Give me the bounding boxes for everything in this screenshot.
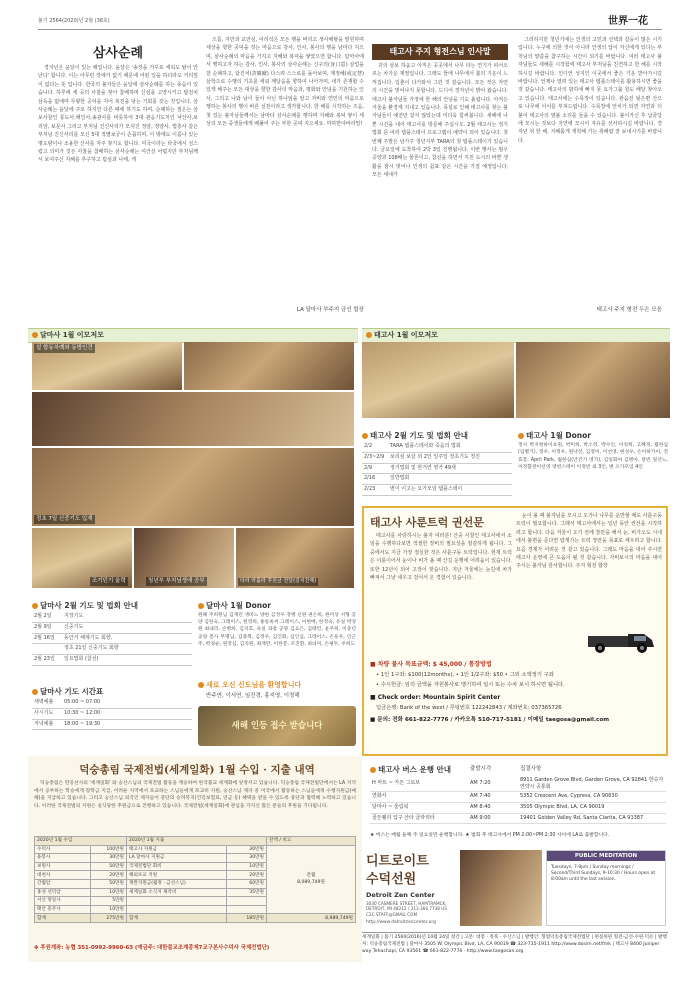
truck-campaign-title: 태고사 사룬트럭 권선문 — [370, 516, 484, 529]
article-samsa-signature: LA 달마사 부주지 금선 합장 — [296, 307, 364, 313]
taego-feb-table — [362, 442, 512, 496]
truck-goal: ■ 차량 불사 목표금액: $ 45,000 / 통장방법 — [370, 661, 492, 668]
table-row: 달마사 ~ 울림픽 AM 8:40 3505 Olympic Blvd, LA, CA 90019 — [370, 802, 666, 813]
dharma-photos-bar: 달마사 1월 이모저모 — [28, 328, 358, 343]
article-greeting-col1: 귀의 삼보 하옵고 아직은 곳곳에서 나무 타는 연기가 피어오르는 차가운 계절입니다. 그래도 뜰에 나무에서 봄의 기운이 느껴집니다. 입춘이 다가와서 그런 것 같습니다. 모든 것은 자연의 시간을 벗어나지 못합니다. 드디어 경자년이 밝아 왔습니다. 태고사 불자님들 가정에 한 해의 안녕을 기도 올립니다. 아직은 겨울을 환경계 지내고 있습니다. 폭설로 인해 태고사를 찾는 불자님들이 예전만 같지 않았는데 미더욱 힘써봅니다. 새해에 나쁜 시간을 내어 태고사를 방문해 주십시오. 2월 태고사는 정기법회 문 여러 템플스테이 프로그램이 예약이 되어 있습니다. 첫 번째 주말은 남가주 청년지부 TARA의 첫 템플스테이가 있습니다. 금요일에 도착하여 2박 3일 진행됩니다. 이번 행사는 범우 공양과 108배는 물론이고, 참선을 하면서 지친 도시의 바쁜 생활을 잠시 벗어나 인생의 쉼표 같은 시간을 가질 예정입니다. 모든 세대가 — [372, 63, 508, 179]
flyer-title: PUBLIC MEDITATION — [547, 851, 665, 861]
meditation-flyer — [546, 850, 666, 926]
table-row: 보원사 50만원 국제전법단 회비 10만원 — [35, 862, 356, 871]
section-bullet-icon — [366, 332, 372, 338]
dharma-feb-table — [32, 612, 192, 666]
article-greeting-signature: 태고사 주지 형전 두손 모음 — [596, 307, 662, 313]
detroit-title1: 디트로이트 — [366, 854, 429, 869]
ledger-table — [34, 836, 356, 923]
article-title-samsa: 삼사순례 — [92, 46, 144, 61]
truck-bank: 입금은행: Bank of the west / 루팅번호 122242843 / 계좌번호: 037365726 — [376, 705, 562, 711]
truck-illustration — [586, 628, 658, 654]
table-row: 용봉사 30만원 LA 달마사 지원금 30만원 — [35, 854, 356, 863]
table-row: 수덕사 100만원 태고사 지원금 30만원 잔월 8,089,749원 — [35, 845, 356, 854]
photo-new-year: 설 합동차례와 동방인견 — [32, 342, 182, 390]
section-bullet-icon — [32, 603, 38, 609]
article-samsa-col2: 으름, 자만과 교만심, 어리석은 모든 행을 버리고 생사해탈을 발원하며 세상을 향한 공덕을 짓는 마음으로 감사, 인사, 봉사의 행을 남마다 지으며, 삼사순례의 마음을 가지고 지혜와 복덕을 쌓았으면 합니다. 탐마사에서 행하고자 하는 감사, 인사, 봉사의 삼사순례는 신구의(身口意) 삼업을 잘 순례하고, 탐진치(貪瞋癡) 다스려 스스로를 돌아보며, 계정혜(戒定慧) 삼학으로 수행의 기초를 세워 깨달음을 향하여 나아가며, 내가 존재할 수 있게 해주는 모든 대상을 향한 감사의 마음과, 평화와 안녕을 기원하는 인사, 그리고 나와 남이 둘이 아닌 하나임을 알고 자비와 연민의 마음으로 행하는 봉사의 행이 바른 실천이라고 생각합니다. 한 해를 시작하는 즈음, 첫 있는 불자님들께서는 남마다 삼사순례를 행하며 지혜와 복덕 쌓이 세상의 모든 중생들에게 베풀어 주는 부한 공덕 지으세요. 마하반야바라밀! — [206, 37, 364, 128]
table-row: 2/23 변이 이고는 요가모임 템플스테이 — [362, 485, 512, 496]
truck-campaign-col1: 태고사를 사랑하시는 불자 여러분! 산중 사찰인 태고사에서 소임을 수행하다보면 적절한 장비의 필요성을 절감하게 됩니다. 그중에서도 지금 가장 절실한 것은 사륜구동 트럭입니다. 현재 트럭은 이륜이어서 눈이나 비가 올 때 산길 운행에 어려움이 있습니다. 또한 12년이 되어 고장이 잦습니다. 지난 겨울에는 눈길에 차가 빠져서 그냥 세우고 걸어서 온 경험이 있습니다. — [370, 533, 512, 582]
footer-info: 세계일화 | 불기 2560(2016)년 10월 24일 창간 | 고문: 대봉 · 정묵 · 수산스님 | 발행인: 형범덕송총림국제전법단 | 편집위원 형전·금선·수원·덕유 | 발행처: 덕숭총림국제전법 | 달마사 3505 W. Olympic Blvd, LA, CA 90019 ☎ 323-735-1911 http://www.dosim.net/fmk | 태고사 8400 Juniper way Tehachapi, CA 93561 ☎ 661-822-7776 · http://www.taegosan.org — [362, 935, 667, 954]
table-row: 서산 망일사 5만원 — [35, 897, 356, 906]
table-row: 2020년 1월 수입 2020년 1월 지출 잔액 / 비고 — [35, 837, 356, 846]
table-row: 저녁예불 18:00 ~ 19:30 — [32, 719, 192, 730]
dharma-donor-list: 원해 주희원님 김재린 생바느 양한 김정우 정병 신원 권은희, 원미상 서형 공양 김한숙, 그레이스, 원영희, 홍동옥씨 그레이스, 이현애, 한정숙, 유실 박경원 최내리, 손병희, 김지호, 유실 과장 공양 김요은, 김태민, 윤주희, 이중년 공양 봉사 무명님, 김종혁, 김정우, 김인화, 심인심, 그레이스, 손동우, 인근주, 박경순, 원정심, 김지원, 최재란, 이한봉, 조진환, 최녀미, 손평두, 주희도 — [198, 613, 356, 647]
taego-photos-bar: 태고사 1월 이모저모 — [362, 328, 670, 343]
detroit-title2: 수덕선원 — [366, 872, 417, 887]
photo-dharma-3 — [32, 392, 354, 446]
taego-donor-title: 태고사 1월 Donor — [518, 430, 591, 442]
truck-units: • 1인 1구좌: $100(12months), • 1인 1/2구좌: $50 • 그외 소액정기 구좌 — [376, 672, 554, 678]
section-bullet-icon — [362, 433, 368, 439]
truck-note: • 수시헌금: 임의 금액을 자원봉사로 맹기하여 일시 또는 수차 보시 하시면 됩니다. — [376, 682, 565, 688]
table-row: 골든웰리 입구 산타 클라리타 AM 9:00 19401 Golden Valley Rd, Santa Clarita, CA 91387 — [370, 813, 666, 824]
table-row: 새벽예불 05:00 ~ 07:00 — [32, 698, 192, 708]
table-row: 정초 21일 신중기도 회향 — [32, 644, 192, 655]
detroit-en: Detroit Zen Center — [366, 891, 435, 899]
issue-label: 불기 2564(2020)년 2월 (38호) — [38, 18, 110, 24]
detroit-addr: 3030 CASMERE STREET, HAMTRAMCK, DETROIT, MI 48212 / 313.366.7738 US C2C.STAFF@GMAIL.COM — [366, 901, 448, 917]
bus-col-time: 출발시각 — [470, 766, 492, 772]
photo-youth: 청년부 부처님생애 공부 — [134, 528, 234, 588]
table-row: 2/9 정기법회 및 한거연 영가 49재 — [362, 463, 512, 474]
truck-contact: ■ 문의: 전화 661-822-7776 / 카카오톡 510-717-5181 / 이메일 taegosa@gmail.com — [370, 717, 610, 723]
taego-donor-list: 정사 박지현하이초원, 박미희, 박소영, 박수인, 이성희, 고혜경, 월한심(임별기), 정우, 이정우, 원낙선, 김정미, 이선영, 현성우, 손이하카이, 전효봉, April Park, 월한심(안건기 영가), 김일화씨 김명아, 달빈 밀선느, 이정함관이선영 영빈스테이 이정빈 외 3인, 변 오가모임 4인 — [518, 443, 668, 471]
section-bullet-icon — [198, 603, 204, 609]
table-row: 대천사 20만원 해외포교 지원 20만원 — [35, 871, 356, 880]
bus-title: 태고사 버스 운행 안내 — [370, 764, 451, 776]
footer-divider — [362, 932, 668, 933]
table-row: 사시기도 10:30 ~ 12:00 — [32, 708, 192, 719]
table-row: 간월암 50만원 재완지원금(월정 · 금선스님) 60만원 — [35, 879, 356, 888]
truck-check: ■ Check order: Mountain Spirit Center — [370, 694, 501, 701]
photo-dharma-2 — [184, 342, 354, 390]
header-divider — [38, 29, 662, 30]
photo-detroit — [460, 850, 542, 926]
new-members-title: 새로 오신 신도님을 환영합니다 — [198, 680, 301, 691]
ledger-intro: 덕숭총림은 만공선사의 '세계일화' 와 숭산스님의 국제전법 활동을 계승하여 한국불교 세계화에 앞장서고 있습니다. 덕숭총림 국제전법단에서는 LA 지역에서 공부하는 학승에게 장학금 지급, 어려운 지역에서 포교하는 스님들에게 포교비 지원, 숭산스님 제자 중 미국에서 활동하는 스님들에게 수행지원금(매해)을 지급하고 있습니다. 그리고 숭산스님 외국인 제자들이 중단의 승려복지(건강보험료, 연금 등) 혜택을 받을 수 있도록 중단과 협력해 노력하고 있습니다. 이러한 국제전법의 지원은 실식당한 후원금으로 진행하고 있습니다. 국제전법(세계일화)에 관심을 가지신 많은 분들의 후원을 기다립니다. — [34, 781, 356, 809]
table-row: 태안 흥주사 10만원 — [35, 905, 356, 914]
section-bullet-icon — [32, 689, 38, 695]
photo-work: 조기던기 울력 — [32, 528, 132, 588]
flyer-text: Tuesdays, 7-9pm / Sunday mornings / Second/Third Sundays, 9-10:30 / Hours open at 8:00am until the last session. — [551, 865, 656, 883]
dharma-donor-title: 달마사 1월 Donor — [198, 600, 271, 612]
dharma-time-table — [32, 698, 192, 730]
dharma-feb-title: 달마사 2월 기도 및 법회 안내 — [32, 600, 138, 612]
bus-col-place: 집결사항 — [520, 766, 542, 772]
table-row: 2/3~2/9 보리심 보살 외 2인 일주일 정초기도 정진 — [362, 452, 512, 463]
photo-prayer: 정초 7일 신중기도 입재 — [32, 448, 354, 526]
article-greeting-col2: 그러하지만 청년기에는 인생의 고민과 선택과 갈등이 많은 시기입니다. 누구에 의한 것이 아니라 인생의 답이 자신에게 있다는 부처님의 말씀을 참구하는 시간이 되기를 바랍니다. 여러 태고사 불자님들도 새해를 시작함에 태고사 부처님을 친견하고 한 해를 시작하시길 바랍니다. 인디언 성지인 이곳에서 좋은 기운 받아가시길 바랍니다. 언제나 열려 있는 태고사 템플스테이를 활용하시면 좋을 것 같습니다. 태고사의 밤하에 빠지 못 요가그룹 원도 배달 찾아오고 있습니다. 태고사에는 수목장이 있습니다. 관음전 뒷은편 산으로 나무에 이어를 부쳐드립니다. 수목장에 안치가 되면 자연과 더불어 태고사의 염불 소리를 들을 수 있습니다. 불이가신 후 납골당에 모시는 것보다 자연에 모시어 자유를 선사하시길 바랍니다. 경자년 쥐 한 해, 지혜롭게 개척해 가는 취해랍 잘 보내시기를 바랍니다. — [518, 37, 662, 144]
lantern-banner: 새해 인등 접수 받습니다 — [198, 706, 356, 746]
ledger-account: ✤ 후원계좌: 농협 351-0992-9960-63 (예금주: 대한불교조계종제7교구본사수덕사 국제전법단) — [34, 945, 270, 951]
section-bullet-icon — [518, 433, 524, 439]
table-row: 2월 2일 지장기도 — [32, 612, 192, 622]
ledger-title: 덕숭총림 국제전법(세계일화) 1월 수입 · 지출 내역 — [79, 764, 315, 776]
table-row: 2/2 TARA 템플스테이와 죽음의 법회 — [362, 442, 512, 452]
bus-note: ★ 버스는 매월 둘째 주 일요일만 운행합니다. ★ 법회 후 태고사에서 PM 2:00~PM 2:30 사이에 LA로 출발합니다. — [370, 833, 610, 838]
photo-tara: 타라 라훌라 후원금 전달(김치찬례) — [236, 528, 354, 588]
article-title-greeting: 태고사 주지 형전스님 인사말 — [372, 44, 508, 60]
truck-campaign-col2: 눈이 올 때 불자님을 모시고 오거나 나무를 운반할 때도 사륜구동 트럭이 필요합니다. 그래서 태고사에서는 일년 동안 권선을 시작하려고 합니다. 다음 겨울이 오기 전에 장만을 해서 눈, 비가오도 시내에서 불편을 준다면 탑재가는 트럭 장만을 목표로 세우려고 합니다. 요즘 경제가 어려운 것 같고 있습니다. 그래도 마음을 내어 주시면 태고사 운영에 큰 도움이 될 것 같습니다. 자비보시의 마음을 내어주시는 불자님 감사합니다. 주지 형전 합장 — [516, 513, 662, 570]
detroit-web: http://www.detroitzencenter.org — [366, 920, 436, 925]
table-row: 홍성 선덕암 10만원 세계일화 소식지 제작비 35만원 — [35, 888, 356, 897]
table-row: 2월 23일 일요법회 (참선) — [32, 655, 192, 666]
photo-taego-2 — [516, 342, 670, 418]
table-row: 2/16 일반법회 — [362, 474, 512, 485]
dharma-time-title: 달마사 기도 시간표 — [32, 686, 103, 698]
section-bullet-icon — [370, 767, 376, 773]
section-bullet-icon — [32, 332, 38, 338]
masthead-logo: 世界一花 — [608, 16, 648, 27]
table-row: 2월 9일 신중기도 — [32, 622, 192, 633]
photo-taego-1 — [362, 342, 514, 418]
table-row: H 마트 ~ 가든 그로브 AM 7:20 8911 Garden Grove Blvd, Garden Grove, CA 92841 한승자 연약시 공통회 — [370, 776, 666, 792]
bus-table — [370, 776, 666, 824]
article-samsa-col1: 경자년은 윤달이 있는 해입니다. 윤달은 '송장을 거꾸로 세워도 탈이 안 난다' 합니다. 이는 아무런 장애가 없기 때문에 어떤 일을 하더라도 거리낌이 없다는 뜻 입니다. 한국의 불자들은 윤달에 삼사순례를 하는 풍습이 있습니다. 하루에 세 곳의 사찰을 찾아 참배하며 신심을 고양시키고 탑전치 삼독을 없애며 무량한 공덕을 지어 복전을 닦는 기회를 갖는 것입니다. 삼사순례는 윤달에 주로 하지만 다른 때에 하기도 하며, 순례하는 절은는 삼보사찰인 통도사,해인사,송광사를 비롯하여 3대 관음기도처인 낙산사,보리암, 보문사 그리고 부처님 진신사리가 모셔진 정암, 정암사, 법흥사 같은 부처님 진신사리를 모신 5대 적멸보궁이 손꼽히며, 이 밖에도 이름나 있는 명도량이나 조용한 산사를 자주 찾기도 합니다. 미국이라는 타국에서 성스럽고 의미가 깃든 사찰을 참배하는 삼사순례는 여건상 어렵지만 부처님께서 보여주신 지혜를 추구하고 탐심과 나태, 게 — [38, 65, 198, 164]
table-row: 합계 275만원 합계 185만원 8,989,749원 — [35, 914, 356, 923]
taego-feb-title: 태고사 2월 기도 및 법회 안내 — [362, 430, 468, 442]
table-row: 2월 16일 동안거 해제기도 회향, — [32, 633, 192, 644]
new-members-list: 반주연, 이서연, 임진경, 홍지영, 이정해 — [206, 693, 300, 699]
section-bullet-icon — [198, 682, 204, 688]
table-row: 연화사 AM 7:40 5352 Crescent Ave, Cypress, CA 90630 — [370, 792, 666, 803]
